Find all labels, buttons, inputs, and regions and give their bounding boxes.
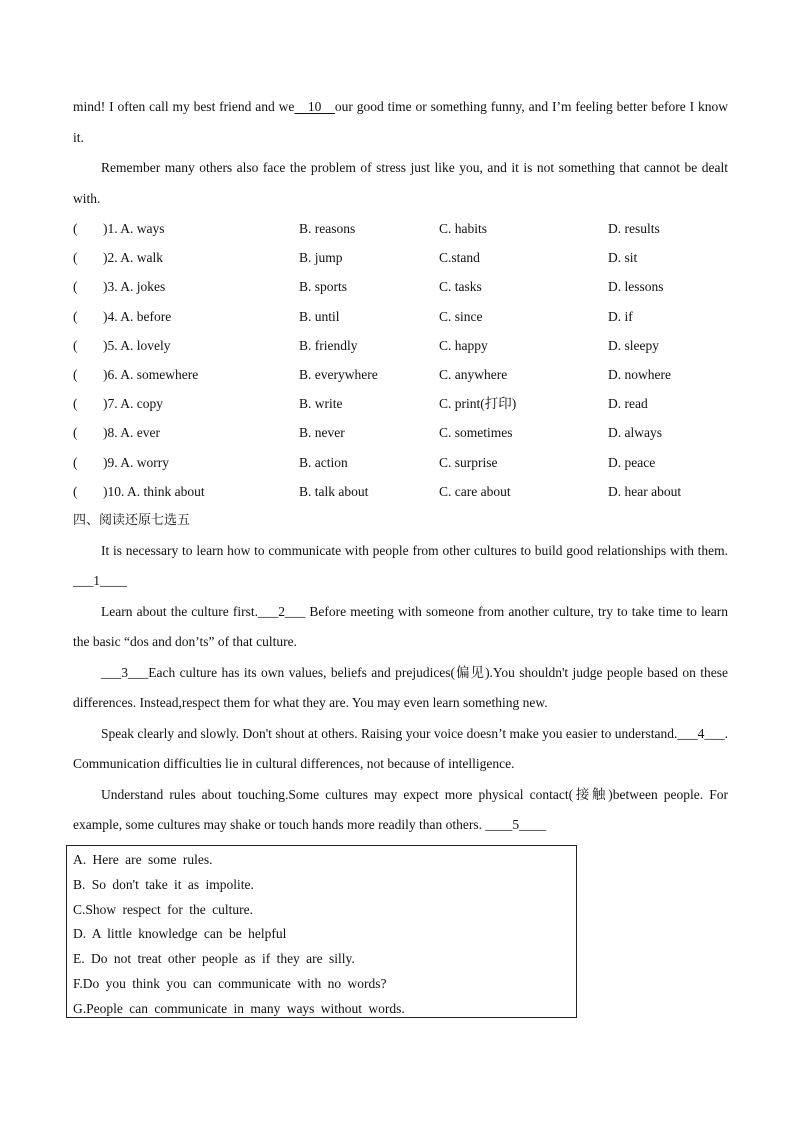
option-c: C. tasks xyxy=(439,279,482,295)
reading-paragraph: Speak clearly and slowly. Don't shout at others. Raising your voice doesn’t make you easier to understand.___4___. Communication difficulties lie in cultural differences, not because of intelligence. xyxy=(73,725,728,772)
option-b: B. reasons xyxy=(299,221,356,236)
option-b: B. friendly xyxy=(299,337,358,353)
option-d: D. lessons xyxy=(608,279,664,295)
question-row xyxy=(73,272,728,301)
option-item: E. Do not treat other people as if they are silly. xyxy=(73,951,355,967)
option-b: B. until xyxy=(299,308,340,324)
answer-paren[interactable]: ( xyxy=(73,425,78,441)
answer-paren[interactable]: ( xyxy=(73,454,78,470)
option-d: D. nowhere xyxy=(608,366,671,382)
option-a: )10. A. think about xyxy=(103,483,205,499)
option-b: B. never xyxy=(299,425,345,441)
option-item: A. Here are some rules. xyxy=(73,852,213,867)
question-row xyxy=(73,360,728,389)
option-d: D. sit xyxy=(608,250,638,266)
option-a: )6. A. somewhere xyxy=(103,366,199,382)
option-d: D. read xyxy=(608,396,648,412)
option-d: D. if xyxy=(608,308,633,324)
reading-paragraph: ___3___Each culture has its own values, beliefs and prejudices(偏见).You shouldn't judge people based on these differences. Instead,respect them for what they are. You may even learn something new. xyxy=(73,664,728,711)
option-c: C. sometimes xyxy=(439,425,513,441)
question-row xyxy=(73,302,728,331)
option-item: F.Do you think you can communicate with no words? xyxy=(73,975,387,991)
option-c: C. print(打印) xyxy=(439,396,517,412)
answer-blank[interactable]: ___1____ xyxy=(73,573,127,589)
option-c: C. anywhere xyxy=(439,366,508,382)
reading-paragraph: Learn about the culture first.___2___ Before meeting with someone from another culture, try to take time to learn the basic “dos and don’ts” of that culture. xyxy=(73,603,728,650)
section-title: 四、阅读还原七选五 xyxy=(73,512,191,528)
option-a: )5. A. lovely xyxy=(103,337,171,353)
option-a: )3. A. jokes xyxy=(103,279,166,295)
question-row xyxy=(73,477,728,506)
option-a: )8. A. ever xyxy=(103,425,160,441)
option-item: G.People can communicate in many ways without words. xyxy=(73,1000,405,1016)
question-row xyxy=(73,389,728,418)
answer-paren[interactable]: ( xyxy=(73,366,78,382)
option-c: C. surprise xyxy=(439,454,498,470)
option-c: C. habits xyxy=(439,221,488,236)
answer-paren[interactable]: ( xyxy=(73,396,78,412)
option-item: D. A little knowledge can be helpful xyxy=(73,926,287,942)
passage-text: mind! I often call my best friend and we xyxy=(73,99,295,114)
option-b: B. talk about xyxy=(299,483,369,499)
answer-paren[interactable]: ( xyxy=(73,279,78,295)
option-c: C. since xyxy=(439,308,483,324)
options-box xyxy=(66,845,577,1018)
option-b: B. action xyxy=(299,454,348,470)
answer-blank[interactable]: ___3___ xyxy=(101,664,149,680)
option-a: )7. A. copy xyxy=(103,396,163,412)
question-row xyxy=(73,331,728,360)
answer-blank: 10 xyxy=(307,99,322,114)
option-a: )2. A. walk xyxy=(103,250,163,266)
option-a: )9. A. worry xyxy=(103,454,169,470)
option-b: B. everywhere xyxy=(299,366,378,382)
passage-paragraph xyxy=(73,92,728,153)
answer-blank[interactable]: ___4___ xyxy=(677,725,725,741)
question-row xyxy=(73,214,728,243)
answer-blank[interactable]: ___2___ xyxy=(258,603,306,619)
option-c: C. happy xyxy=(439,337,488,353)
option-d: D. always xyxy=(608,425,662,441)
option-d: D. sleepy xyxy=(608,337,659,353)
passage-text: our good time or something funny, and I’m feeling better before I know it. xyxy=(73,99,728,145)
option-item: B. So don't take it as impolite. xyxy=(73,876,254,892)
answer-paren[interactable]: ( xyxy=(73,483,78,499)
passage-paragraph: Remember many others also face the problem of stress just like you, and it is not something that cannot be dealt with. xyxy=(73,160,728,206)
reading-paragraph: Understand rules about touching.Some cultures may expect more physical contact(接触)between people. For example, some cultures may shake or touch hands more readily than others. ____5____ xyxy=(73,786,728,833)
option-c: C.stand xyxy=(439,250,480,266)
question-row xyxy=(73,243,728,272)
answer-paren[interactable]: ( xyxy=(73,308,78,324)
answer-paren[interactable]: ( xyxy=(73,221,78,236)
option-b: B. jump xyxy=(299,250,343,266)
option-d: D. hear about xyxy=(608,483,682,499)
multiple-choice-list xyxy=(73,214,728,506)
answer-paren[interactable]: ( xyxy=(73,337,78,353)
option-d: D. peace xyxy=(608,454,656,470)
answer-paren[interactable]: ( xyxy=(73,250,78,266)
document-page xyxy=(73,92,728,841)
option-b: B. sports xyxy=(299,279,348,295)
question-row xyxy=(73,448,728,477)
option-d: D. results xyxy=(608,221,660,236)
reading-paragraph: It is necessary to learn how to communicate with people from other cultures to build good relationships with them. ___1____ xyxy=(73,542,728,589)
option-item: C.Show respect for the culture. xyxy=(73,901,253,917)
option-a: )4. A. before xyxy=(103,308,172,324)
option-c: C. care about xyxy=(439,483,511,499)
question-row xyxy=(73,418,728,447)
option-b: B. write xyxy=(299,396,343,412)
answer-blank[interactable]: ____5____ xyxy=(485,817,547,833)
option-a: )1. A. ways xyxy=(103,221,165,236)
